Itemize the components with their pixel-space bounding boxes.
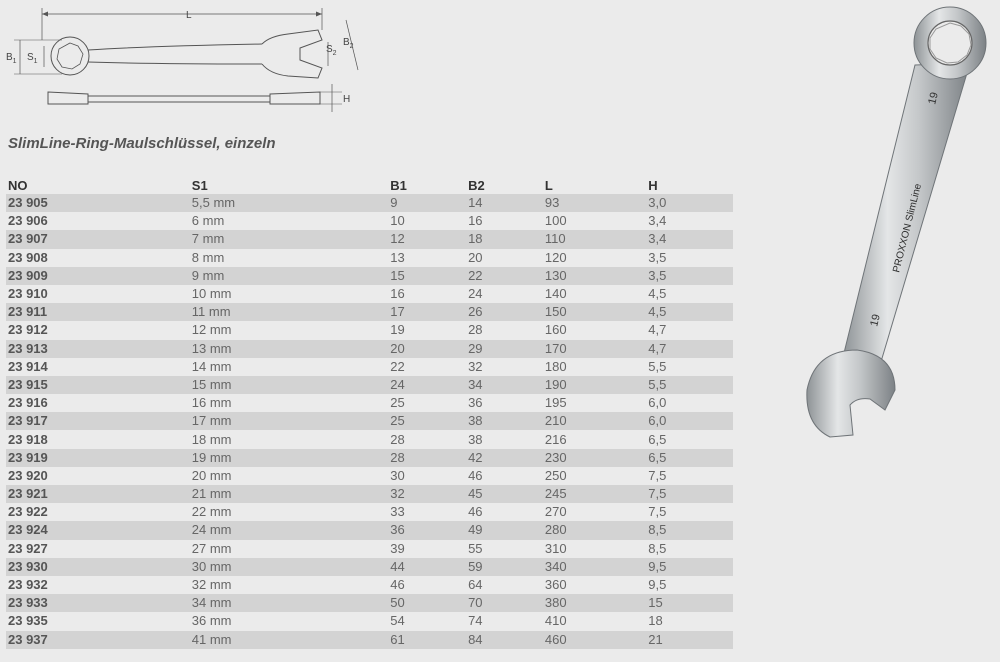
table-cell: 3,4 <box>646 230 733 248</box>
table-cell: 310 <box>544 540 567 556</box>
table-row <box>6 249 733 267</box>
table-cell: 6,5 <box>648 431 667 447</box>
table-cell: 28 <box>388 449 466 467</box>
table-cell: 8,5 <box>648 540 667 556</box>
table-cell: 5,5 mm <box>190 194 388 212</box>
header-no: NO <box>8 177 28 193</box>
table-cell: 6,5 <box>646 449 733 467</box>
table-cell: 3,0 <box>646 194 733 212</box>
table-cell: 250 <box>544 467 567 483</box>
table-cell: 100 <box>544 213 567 229</box>
wrench-size-bottom: 19 <box>868 312 883 328</box>
table-cell: 170 <box>543 340 646 358</box>
table-cell: 9,5 <box>648 577 667 593</box>
table-cell: 5,5 <box>648 358 667 374</box>
table-cell: 23 910 <box>8 286 48 302</box>
table-cell: 3,5 <box>648 249 667 265</box>
header-h: H <box>648 177 658 193</box>
table-cell: 23 916 <box>8 395 48 411</box>
table-cell: 61 <box>388 631 466 649</box>
table-cell: 22 <box>390 358 405 374</box>
table-cell: 9 mm <box>190 267 388 285</box>
table-row <box>6 485 733 503</box>
table-cell: 12 mm <box>191 322 232 338</box>
table-row <box>6 194 733 212</box>
table-cell: 46 <box>468 504 483 520</box>
table-cell: 23 921 <box>6 485 190 503</box>
table-cell: 4,7 <box>648 322 667 338</box>
table-cell: 23 909 <box>6 267 190 285</box>
table-cell: 23 911 <box>6 303 190 321</box>
table-cell: 46 <box>468 467 483 483</box>
header-b1: B1 <box>390 177 407 193</box>
table-row <box>6 303 733 321</box>
wrench-dimension-diagram <box>0 0 370 120</box>
table-cell: 20 mm <box>191 467 232 483</box>
table-cell: 8 mm <box>191 249 225 265</box>
table-cell: 23 908 <box>8 249 48 265</box>
table-cell: 32 <box>388 485 466 503</box>
table-row <box>6 558 733 576</box>
table-cell: 23 919 <box>6 449 190 467</box>
table-cell: 64 <box>468 577 483 593</box>
table-cell: 20 <box>388 340 466 358</box>
table-row <box>6 358 733 376</box>
table-cell: 180 <box>544 358 567 374</box>
table-cell: 230 <box>543 449 646 467</box>
table-cell: 18 <box>648 613 663 629</box>
dim-b2-label: $B_2$ <box>343 37 354 50</box>
table-cell: 16 <box>468 213 483 229</box>
table-cell: 23 927 <box>8 540 48 556</box>
table-row <box>6 376 733 394</box>
table-cell: 33 <box>390 504 405 520</box>
table-cell: 10 <box>390 213 405 229</box>
table-cell: 210 <box>543 412 646 430</box>
table-cell: 36 <box>388 521 466 539</box>
table-cell: 17 <box>388 303 466 321</box>
wrench-product-image <box>795 5 1000 445</box>
table-row <box>6 230 733 248</box>
table-cell: 22 <box>466 267 543 285</box>
table-cell: 120 <box>544 249 567 265</box>
table-cell: 4,5 <box>646 303 733 321</box>
table-cell: 23 905 <box>6 194 190 212</box>
table-cell: 38 <box>466 412 543 430</box>
dim-s1-label: $S_1$ <box>27 52 38 65</box>
table-cell: 24 mm <box>190 521 388 539</box>
table-cell: 30 mm <box>190 558 388 576</box>
table-row <box>6 212 733 230</box>
table-cell: 15 <box>388 267 466 285</box>
table-row <box>6 540 733 558</box>
table-cell: 18 mm <box>191 431 232 447</box>
table-row <box>6 412 733 430</box>
table-cell: 8,5 <box>646 521 733 539</box>
table-row <box>6 321 733 339</box>
table-cell: 245 <box>543 485 646 503</box>
table-cell: 9,5 <box>646 558 733 576</box>
table-cell: 160 <box>544 322 567 338</box>
table-cell: 28 <box>390 431 405 447</box>
table-cell: 150 <box>543 303 646 321</box>
header-b2: B2 <box>468 177 485 193</box>
table-cell: 93 <box>543 194 646 212</box>
table-cell: 41 mm <box>190 631 388 649</box>
table-cell: 22 mm <box>191 504 232 520</box>
table-cell: 110 <box>543 230 646 248</box>
table-cell: 19 mm <box>190 449 388 467</box>
table-cell: 23 906 <box>8 213 48 229</box>
table-cell: 190 <box>543 376 646 394</box>
table-cell: 3,4 <box>648 213 667 229</box>
table-cell: 59 <box>466 558 543 576</box>
table-cell: 15 mm <box>190 376 388 394</box>
table-row <box>6 430 733 448</box>
table-cell: 16 <box>390 286 405 302</box>
table-cell: 17 mm <box>190 412 388 430</box>
table-cell: 25 <box>388 412 466 430</box>
table-cell: 23 907 <box>6 230 190 248</box>
table-cell: 23 912 <box>8 322 48 338</box>
table-cell: 49 <box>466 521 543 539</box>
header-s1: S1 <box>191 177 208 193</box>
table-cell: 42 <box>466 449 543 467</box>
table-cell: 28 <box>468 322 483 338</box>
dim-s2-label: $S_2$ <box>326 44 337 57</box>
table-row <box>6 594 733 612</box>
wrench-size-top: 19 <box>926 90 941 106</box>
table-cell: 36 mm <box>191 613 232 629</box>
header-l: L <box>544 177 553 193</box>
table-row <box>6 503 733 521</box>
table-cell: 10 mm <box>191 286 232 302</box>
table-cell: 23 924 <box>6 521 190 539</box>
table-cell: 30 <box>390 467 405 483</box>
table-cell: 360 <box>544 577 567 593</box>
table-cell: 6,0 <box>648 395 667 411</box>
table-cell: 13 <box>390 249 405 265</box>
table-cell: 3,5 <box>646 267 733 285</box>
table-cell: 44 <box>388 558 466 576</box>
table-cell: 340 <box>543 558 646 576</box>
table-cell: 23 917 <box>6 412 190 430</box>
table-row <box>6 267 733 285</box>
table-cell: 15 <box>646 594 733 612</box>
table-cell: 18 <box>466 230 543 248</box>
table-cell: 29 <box>466 340 543 358</box>
table-cell: 6,0 <box>646 412 733 430</box>
table-cell: 12 <box>388 230 466 248</box>
table-cell: 14 mm <box>191 358 232 374</box>
table-cell: 23 937 <box>6 631 190 649</box>
table-cell: 23 935 <box>8 613 48 629</box>
table-cell: 26 <box>466 303 543 321</box>
table-cell: 130 <box>543 267 646 285</box>
table-cell: 14 <box>466 194 543 212</box>
table-cell: 39 <box>390 540 405 556</box>
table-cell: 7 mm <box>190 230 388 248</box>
table-cell: 36 <box>468 395 483 411</box>
table-row <box>6 340 733 358</box>
table-cell: 23 918 <box>8 431 48 447</box>
table-cell: 7,5 <box>648 467 667 483</box>
table-row <box>6 631 733 649</box>
table-row <box>6 285 733 303</box>
table-cell: 7,5 <box>648 504 667 520</box>
table-cell: 27 mm <box>191 540 232 556</box>
table-cell: 23 920 <box>8 467 48 483</box>
table-cell: 24 <box>388 376 466 394</box>
table-cell: 21 <box>646 631 733 649</box>
table-cell: 11 mm <box>190 303 388 321</box>
dim-h-label: H <box>343 94 351 105</box>
table-row <box>6 576 733 594</box>
table-cell: 13 mm <box>190 340 388 358</box>
table-cell: 4,5 <box>648 286 667 302</box>
table-cell: 21 mm <box>190 485 388 503</box>
table-row <box>6 394 733 412</box>
table-cell: 23 922 <box>8 504 48 520</box>
table-cell: 50 <box>388 594 466 612</box>
table-cell: 23 914 <box>8 358 48 374</box>
table-cell: 9 <box>388 194 466 212</box>
table-cell: 280 <box>543 521 646 539</box>
table-row <box>6 612 733 630</box>
table-cell: 84 <box>466 631 543 649</box>
table-cell: 195 <box>544 395 567 411</box>
table-cell: 20 <box>468 249 483 265</box>
table-header-row <box>6 176 733 194</box>
table-cell: 23 915 <box>6 376 190 394</box>
table-cell: 54 <box>390 613 405 629</box>
table-cell: 38 <box>468 431 483 447</box>
table-cell: 460 <box>543 631 646 649</box>
table-cell: 7,5 <box>646 485 733 503</box>
table-cell: 24 <box>468 286 483 302</box>
table-cell: 216 <box>544 431 567 447</box>
table-cell: 410 <box>544 613 567 629</box>
section-title: SlimLine-Ring-Maulschlüssel, einzeln <box>8 135 276 152</box>
table-cell: 46 <box>390 577 405 593</box>
table-cell: 34 mm <box>190 594 388 612</box>
table-row <box>6 449 733 467</box>
dim-l-label: L <box>186 10 192 21</box>
table-cell: 70 <box>466 594 543 612</box>
table-cell: 140 <box>544 286 567 302</box>
table-cell: 55 <box>468 540 483 556</box>
table-cell: 19 <box>390 322 405 338</box>
table-cell: 23 913 <box>6 340 190 358</box>
table-cell: 6 mm <box>191 213 225 229</box>
table-row <box>6 467 733 485</box>
table-row <box>6 521 733 539</box>
table-cell: 32 <box>468 358 483 374</box>
table-cell: 23 933 <box>6 594 190 612</box>
table-cell: 23 930 <box>6 558 190 576</box>
wrench-brand: PROXXON SlimLine <box>891 182 924 274</box>
table-cell: 23 932 <box>8 577 48 593</box>
table-cell: 16 mm <box>191 395 232 411</box>
table-cell: 4,7 <box>646 340 733 358</box>
table-cell: 32 mm <box>191 577 232 593</box>
spec-table <box>6 176 733 649</box>
dim-b1-label: $B_1$ <box>6 52 17 65</box>
table-cell: 270 <box>544 504 567 520</box>
table-cell: 25 <box>390 395 405 411</box>
table-cell: 380 <box>543 594 646 612</box>
table-cell: 5,5 <box>646 376 733 394</box>
table-cell: 34 <box>466 376 543 394</box>
table-cell: 74 <box>468 613 483 629</box>
table-cell: 45 <box>466 485 543 503</box>
table-body <box>6 194 733 649</box>
